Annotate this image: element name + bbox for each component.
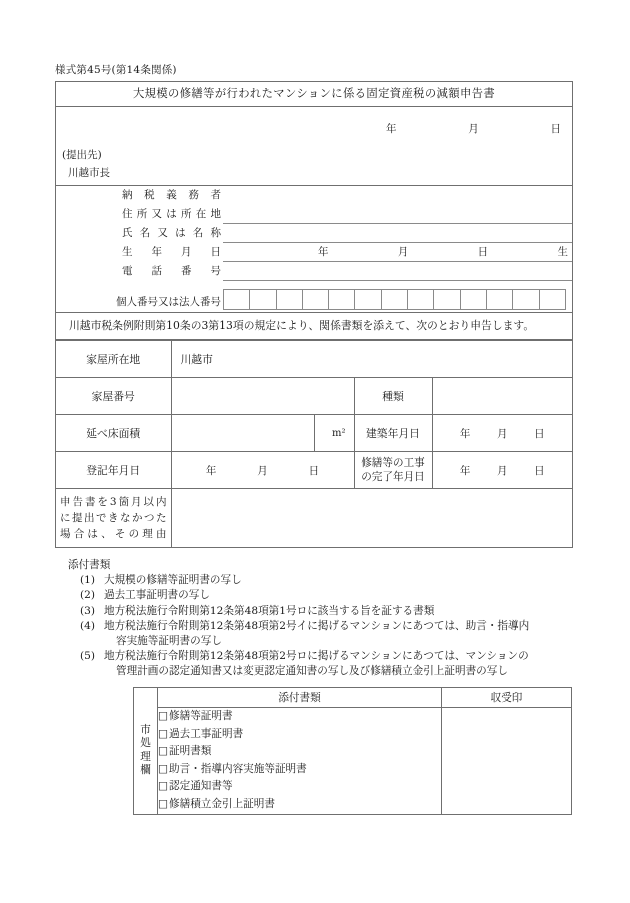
submit-to-recipient: 川越市長 xyxy=(68,167,110,179)
attachment-text: 地方税法施行令附則第12条第48項第1号ロに該当する旨を証する書類 xyxy=(104,604,435,617)
floor-area-value[interactable] xyxy=(171,415,314,452)
checkbox-label: 認定通知書等 xyxy=(169,780,233,793)
mynumber-row xyxy=(56,287,572,312)
floor-area-unit xyxy=(314,415,354,452)
mynumber-cell[interactable] xyxy=(277,290,303,310)
taxpayer-birthdate-label: 生年月日 xyxy=(122,246,221,258)
table-row-late-reason xyxy=(56,489,572,548)
mynumber-cell[interactable] xyxy=(303,290,329,310)
checkbox-icon[interactable]: □ xyxy=(158,780,169,793)
taxpayer-row-address xyxy=(56,205,572,224)
birth-month-label: 月 xyxy=(397,246,409,258)
house-kind-value[interactable] xyxy=(432,378,572,415)
house-number-value[interactable] xyxy=(171,378,354,415)
mynumber-cell[interactable] xyxy=(540,290,566,310)
birth-year-label: 年 xyxy=(318,246,329,258)
repair-completion-line2: の完了年月日 xyxy=(361,471,425,483)
checkbox-icon[interactable]: □ xyxy=(158,710,169,722)
attachment-text: 地方税法施行令附則第12条第48項第2号イに掲げるマンションにあつては、助言・指導内 xyxy=(104,619,530,632)
checkbox-icon[interactable]: □ xyxy=(158,745,169,758)
checkbox-row[interactable] xyxy=(158,796,441,814)
city-vertical-char: 欄 xyxy=(140,764,151,777)
attachment-number: (1) xyxy=(80,574,96,587)
main-form-frame xyxy=(55,81,573,548)
taxpayer-phone-input[interactable] xyxy=(223,262,572,281)
repair-completion-line1: 修繕等の工事 xyxy=(361,457,425,469)
checkbox-row[interactable] xyxy=(158,708,441,726)
attachment-number: (5) xyxy=(80,650,96,663)
taxpayer-birthdate-input[interactable] xyxy=(223,243,572,262)
property-details-table xyxy=(56,340,572,547)
checkbox-label: 過去工事証明書 xyxy=(169,727,244,740)
list-item xyxy=(68,649,598,664)
taxpayer-name-label: 氏名又は名称 xyxy=(122,227,221,239)
late-reason-line1: 申告書を3箇月以内 xyxy=(60,496,167,508)
checkbox-row[interactable] xyxy=(158,743,441,761)
taxpayer-name-input[interactable] xyxy=(223,224,572,243)
checkbox-icon[interactable]: □ xyxy=(158,797,169,810)
mynumber-label: 個人番号又は法人番号 xyxy=(116,296,221,308)
checkbox-row[interactable] xyxy=(158,726,441,744)
submission-header-block xyxy=(56,107,572,186)
mynumber-cell[interactable] xyxy=(224,290,250,310)
mynumber-cell[interactable] xyxy=(382,290,408,310)
repair-date-unit-labels xyxy=(433,463,573,478)
taxpayer-phone-label: 電話番号 xyxy=(122,265,221,277)
birth-day-label: 日 xyxy=(477,246,489,258)
submit-to-label: (提出先) xyxy=(62,149,102,161)
repair-completion-label-text xyxy=(355,456,432,484)
house-kind-label: 種類 xyxy=(354,378,432,415)
city-table-body-row xyxy=(134,708,572,815)
house-number-label: 家屋番号 xyxy=(56,378,171,415)
declaration-statement: 川越市税条例附則第10条の3第13項の規定により、関係書類を添えて、次のとおり申告します。 xyxy=(56,313,572,340)
square-meter-unit-label: m² xyxy=(332,427,346,439)
city-attachments-header: 添付書類 xyxy=(158,688,442,708)
repair-completion-label xyxy=(354,452,432,489)
attachments-title: 添付書類 xyxy=(68,559,111,571)
build-year-label: 年 xyxy=(459,427,471,440)
mynumber-cell[interactable] xyxy=(461,290,487,310)
taxpayer-heading-value xyxy=(223,186,572,205)
checkbox-label: 修繕等証明書 xyxy=(169,710,233,722)
build-month-label: 月 xyxy=(497,427,508,440)
late-reason-line3: 場合は、その理由 xyxy=(60,528,167,540)
table-row-floor-area xyxy=(56,415,572,452)
attachment-number: (3) xyxy=(80,604,96,617)
mynumber-cell[interactable] xyxy=(250,290,276,310)
checkbox-label: 助言・指導内容実施等証明書 xyxy=(169,762,307,775)
attachment-text-continued: 容実施等証明書の写し xyxy=(116,635,222,648)
list-item xyxy=(68,619,598,634)
attachment-text-continued: 管理計画の認定通知書又は変更認定通知書の写し及び修繕積立金引上証明書の写し xyxy=(116,665,508,678)
submission-month-label: 月 xyxy=(468,123,479,135)
taxpayer-heading-label: 納税義務者 xyxy=(122,189,221,201)
mynumber-cell[interactable] xyxy=(408,290,434,310)
city-table-header-row xyxy=(134,688,572,708)
build-day-label: 日 xyxy=(534,427,545,440)
register-year-label: 年 xyxy=(205,464,217,477)
register-date-label: 登記年月日 xyxy=(56,452,171,489)
city-seal-header: 収受印 xyxy=(442,688,572,708)
checkbox-row[interactable] xyxy=(158,778,441,796)
late-reason-line2: に提出できなかつた xyxy=(60,512,167,524)
city-processing-vertical-label xyxy=(134,688,158,815)
list-item xyxy=(68,573,598,588)
checkbox-row[interactable] xyxy=(158,761,441,779)
build-date-value[interactable] xyxy=(432,415,572,452)
register-month-label: 月 xyxy=(257,464,268,477)
mynumber-cell[interactable] xyxy=(434,290,460,310)
mynumber-cell[interactable] xyxy=(487,290,513,310)
taxpayer-address-input[interactable] xyxy=(223,205,572,224)
taxpayer-row-phone xyxy=(56,262,572,281)
repair-day-label: 日 xyxy=(534,464,545,477)
repair-month-label: 月 xyxy=(497,464,508,477)
register-day-label: 日 xyxy=(308,464,320,477)
city-processing-table xyxy=(133,687,572,815)
submission-year-label: 年 xyxy=(386,123,397,135)
birthdate-unit-labels xyxy=(318,244,568,261)
repair-year-label: 年 xyxy=(459,464,471,477)
table-row-house-number xyxy=(56,378,572,415)
property-location-label: 家屋所在地 xyxy=(56,341,171,378)
submission-day-label: 日 xyxy=(550,123,561,135)
attachments-section xyxy=(68,558,598,680)
late-reason-value[interactable] xyxy=(171,489,572,548)
taxpayer-row-name-heading xyxy=(56,186,572,205)
build-date-label: 建築年月日 xyxy=(354,415,432,452)
taxpayer-row-fullname xyxy=(56,224,572,243)
list-item xyxy=(68,604,598,619)
attachment-text: 大規模の修繕等証明書の写し xyxy=(104,574,242,587)
city-vertical-char: 理 xyxy=(140,750,151,763)
build-date-unit-labels xyxy=(433,426,573,441)
table-row-location xyxy=(56,341,572,378)
checkbox-label: 証明書類 xyxy=(169,745,212,758)
seal-stamp-area[interactable] xyxy=(442,708,572,815)
attachment-text: 過去工事証明書の写し xyxy=(104,589,210,602)
repair-completion-value[interactable] xyxy=(432,452,572,489)
form-number: 様式第45号(第14条関係) xyxy=(55,64,177,76)
birth-suffix-label: 生 xyxy=(557,246,568,258)
taxpayer-row-birthdate xyxy=(56,243,572,262)
mynumber-cell[interactable] xyxy=(513,290,539,310)
taxpayer-address-label: 住所又は所在地 xyxy=(122,208,221,220)
attachment-number: (2) xyxy=(80,589,96,602)
taxpayer-block xyxy=(56,186,572,313)
checkbox-icon[interactable]: □ xyxy=(158,762,169,775)
floor-area-label: 延べ床面積 xyxy=(56,415,171,452)
attachment-text: 地方税法施行令附則第12条第48項第2号ロに掲げるマンションにあつては、マンションの xyxy=(104,650,529,663)
mynumber-boxes[interactable] xyxy=(223,289,566,310)
register-date-unit-labels xyxy=(172,463,354,478)
city-vertical-char: 市 xyxy=(140,723,151,736)
city-vertical-char: 処 xyxy=(140,737,151,750)
attachment-number: (4) xyxy=(80,619,96,632)
submission-date-line xyxy=(386,121,561,136)
list-item xyxy=(68,588,598,603)
mynumber-cell[interactable] xyxy=(355,290,381,310)
city-checkbox-list xyxy=(158,708,442,815)
table-row-register-date xyxy=(56,452,572,489)
late-reason-label xyxy=(56,489,171,548)
page-title: 大規模の修繕等が行われたマンションに係る固定資産税の減額申告書 xyxy=(56,82,572,107)
checkbox-label: 修繕積立金引上証明書 xyxy=(169,797,275,810)
property-location-value[interactable]: 川越市 xyxy=(171,341,572,378)
checkbox-icon[interactable]: □ xyxy=(158,727,169,740)
mynumber-cell[interactable] xyxy=(329,290,355,310)
register-date-value[interactable] xyxy=(171,452,354,489)
